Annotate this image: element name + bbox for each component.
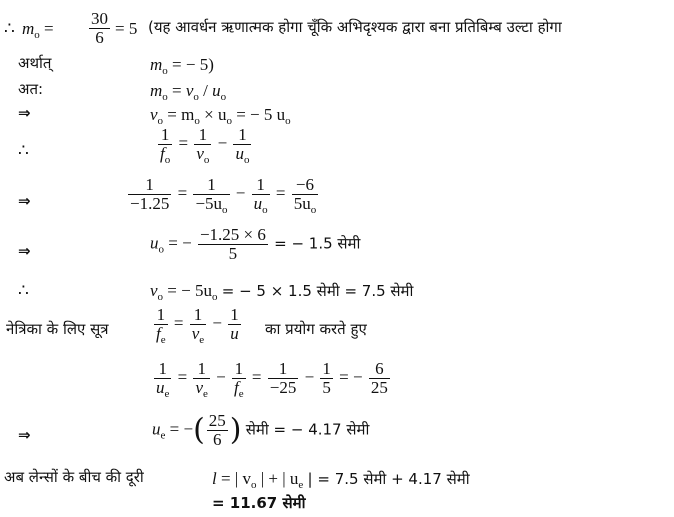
expr-uo: $u_o$ = − $\frac{-1.25 \times 6}{5}$ = − 1.5 सेमी	[150, 225, 361, 263]
note-text: (यह आवर्धन ऋणात्मक होगा चूँकि अभिदृश्यक द्वारा बना प्रतिबिम्ब उल्टा होगा	[148, 18, 562, 36]
implies-arrow: ⇒	[18, 192, 31, 210]
implies-arrow: ⇒	[18, 104, 31, 122]
lens-formula-objective: $\frac{1}{f_o}$ = $\frac{1}{v_o}$ − $\frac{1}{u_o}$	[160, 125, 250, 166]
implies-arrow: ⇒	[18, 242, 31, 260]
implies-arrow: ⇒	[18, 426, 31, 444]
magnification-symbol: $m_o$ =	[22, 19, 54, 41]
expr-mo-neg5: $m_o$ = − 5)	[150, 55, 214, 77]
fraction-30-6: $\frac{30}{6}$	[91, 9, 108, 47]
substituted-formula: $\frac{1}{-1.25}$ = $\frac{1}{-5u_o}$ − $\frac{1}{u_o}$ = $\frac{-6}{5u_o}$	[130, 175, 317, 216]
result-5: = 5	[115, 19, 138, 38]
expr-ue: $u_e$ = −( $\frac{25}{6}$ ) सेमी = − 4.17 सेमी	[152, 411, 370, 449]
therefore-symbol: ∴	[4, 19, 15, 38]
therefore-symbol: ∴	[18, 281, 29, 300]
distance-expr: l = | $v_o$ | + | $u_e$ | = 7.5 सेमी + 4.17 सेमी	[212, 469, 470, 491]
eyepiece-formula-label: नेत्रिका के लिए सूत्र	[6, 320, 109, 338]
expr-vo-final: $v_o$ = − $5u_o$ = − 5 × 1.5 सेमी = 7.5 सेमी	[150, 281, 414, 303]
expr-mo-vo-uo: $m_o = v_o / u_o$	[150, 81, 227, 103]
formula-usage-text: का प्रयोग करते हुए	[265, 320, 367, 338]
therefore-symbol: ∴	[18, 141, 29, 160]
distance-text: अब लेन्सों के बीच की दूरी	[4, 468, 144, 486]
eyepiece-substitution: $\frac{1}{u_e}$ = $\frac{1}{v_e}$ − $\frac{1}{f_e}$ = $\frac{1}{-25}$ − $\frac{1}{5}$ = − $\frac{6}{25}$	[156, 359, 388, 400]
label-arthat: अर्थात्	[18, 54, 52, 72]
label-ataha: अत:	[18, 80, 44, 98]
final-result: = 11.67 सेमी	[212, 494, 306, 512]
expr-vo: $v_o = m_o \times u_o$ = − 5 $u_o$	[150, 105, 291, 127]
lens-formula-eyepiece: $\frac{1}{f_e}$ = $\frac{1}{v_e}$ − $\frac{1}{u}$	[156, 305, 239, 346]
